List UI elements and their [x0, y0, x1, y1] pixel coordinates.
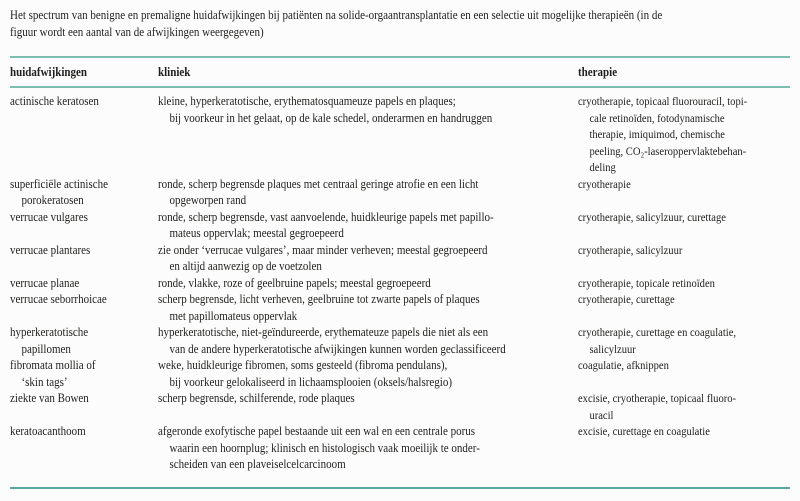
column-header-kliniek: kliniek — [158, 65, 191, 79]
cell-huidafwijkingen-row-8: fibromata mollia of ‘skin tags’ — [10, 358, 96, 389]
rule-header-top — [10, 56, 790, 58]
cell-kliniek-row-8: weke, huidkleurige fibromen, soms gesteeld (fibroma pendulans), bij voorkeur gelokaliseerd in lichaamsplooien (oksels/halsregio) — [158, 358, 453, 389]
cell-huidafwijkingen-row-7: hyperkeratotische papillomen — [10, 325, 89, 356]
cell-kliniek-row-9: scherp begrensde, schilferende, rode plaques — [158, 391, 355, 405]
cell-huidafwijkingen-row-6: verrucae seborrhoicae — [10, 292, 107, 306]
cell-therapie-row-9: excisie, cryotherapie, topicaal fluoro- uracil — [578, 391, 737, 422]
cell-huidafwijkingen-row-1: actinische keratosen — [10, 94, 99, 108]
cell-huidafwijkingen-row-9: ziekte van Bowen — [10, 391, 89, 405]
cell-huidafwijkingen-row-3: verrucae vulgares — [10, 209, 88, 224]
cell-therapie-row-4: cryotherapie, salicylzuur — [578, 242, 683, 257]
cell-huidafwijkingen-row-10: keratoacanthoom — [10, 424, 86, 438]
column-header-therapie: therapie — [578, 65, 618, 79]
rule-table-bottom — [10, 487, 790, 489]
rule-header-bottom — [10, 86, 790, 88]
table-header — [10, 64, 800, 81]
cell-huidafwijkingen-row-5: verrucae planae — [10, 275, 80, 290]
cell-kliniek-row-6: scherp begrensde, licht verheven, geelbruine tot zwarte papels of plaques met papillomateus oppervlak — [158, 292, 480, 323]
cell-kliniek-row-1: kleine, hyperkeratotische, erythematosquameuze papels en plaques; bij voorkeur in het gelaat, op de kale schedel, onderarmen en handruggen — [158, 94, 493, 125]
column-header-huidafwijkingen: huidafwijkingen — [10, 65, 88, 79]
cell-huidafwijkingen-row-2: superficiële actinische porokeratosen — [10, 176, 109, 207]
cell-kliniek-row-10: afgeronde exofytische papel bestaande uit een wal en een centrale porus waarin een hoornplug; klinisch en histologisch vaak moeilijk te onder- scheiden van een plaveiselcelcarcinoom — [158, 424, 480, 471]
cell-kliniek-row-2: ronde, scherp begrensde plaques met centraal geringe atrofie en een licht opgeworpen rand — [158, 176, 479, 207]
cell-kliniek-row-5: ronde, vlakke, roze of geelbruine papels; meestal gegroepeerd — [158, 275, 431, 290]
cell-therapie-row-5: cryotherapie, topicale retinoïden — [578, 275, 715, 290]
cell-huidafwijkingen-row-4: verrucae plantares — [10, 242, 91, 257]
cell-therapie-row-6: cryotherapie, curettage — [578, 292, 675, 306]
table-caption: Het spectrum van benigne en premaligne huidafwijkingen bij patiënten na solide-orgaantransplantatie en een selectie uit mogelijke therapieën (in de figuur wordt een aantal van de afwijkingen weergegeven) — [10, 8, 663, 39]
cell-therapie-row-1: cryotherapie, topicaal fluorouracil, topi- cale retinoïden, fotodynamische therapie, imiquimod, chemische peeling, CO₂-laseroppervlaktebehan- deling — [578, 94, 748, 174]
cell-kliniek-row-4: zie onder ‘verrucae vulgares’, maar minder verheven; meestal gegroepeerd en altijd aanwezig op de voetzolen — [158, 242, 488, 273]
cell-therapie-row-8: coagulatie, afknippen — [578, 358, 669, 372]
cell-kliniek-row-3: ronde, scherp begrensde, vast aanvoelende, huidkleurige papels met papillo- mateus oppervlak; meestal gegroepeerd — [158, 209, 494, 240]
cell-therapie-row-2: cryotherapie — [578, 176, 631, 191]
cell-therapie-row-3: cryotherapie, salicylzuur, curettage — [578, 209, 726, 224]
table-body — [10, 93, 800, 473]
cell-kliniek-row-7: hyperkeratotische, niet-geïndureerde, erythemateuze papels die niet als een van de andere hyperkeratotische afwijkingen kunnen worden geclassificeerd — [158, 325, 506, 356]
cell-therapie-row-7: cryotherapie, curettage en coagulatie, salicylzuur — [578, 325, 737, 356]
cell-therapie-row-10: excisie, curettage en coagulatie — [578, 424, 710, 438]
